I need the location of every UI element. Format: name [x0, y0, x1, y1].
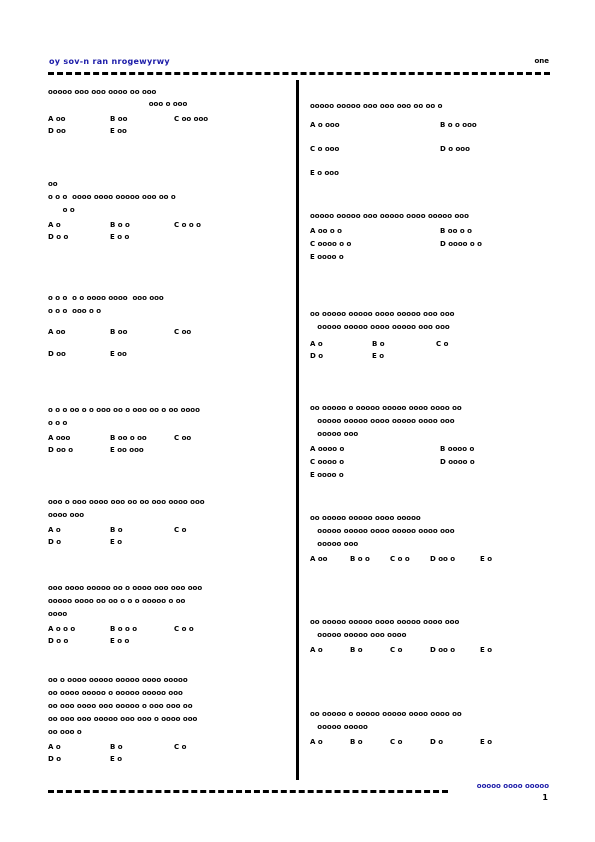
option-c[interactable]: C oooo o [310, 458, 345, 466]
option-d[interactable]: D o [48, 755, 62, 763]
question-right-6 [310, 616, 550, 659]
option-e[interactable]: E oooo o [310, 471, 344, 479]
option-e[interactable]: E o [480, 555, 493, 563]
option-b[interactable]: B o o ooo [440, 121, 477, 129]
question-stem: ooo o ooo oooo ooo oo oo ooo oooo ooo [48, 498, 205, 506]
question-stem: oo [48, 180, 58, 188]
question-left-3 [48, 292, 288, 361]
option-a[interactable]: A oo [48, 328, 66, 336]
option-d[interactable]: D o o [48, 233, 69, 241]
option-a[interactable]: A oo [310, 555, 328, 563]
option-e[interactable]: E oooo o [310, 253, 344, 261]
option-b[interactable]: B o [350, 646, 363, 654]
question-stem: ooooo ooooo oooo ooooo oooo ooo [310, 527, 455, 535]
option-d[interactable]: D oo [48, 127, 66, 135]
option-a[interactable]: A o o o [48, 625, 76, 633]
option-b[interactable]: B o [110, 526, 123, 534]
question-stem: ooooo ooooo oooo ooooo oooo ooo [310, 417, 455, 425]
question-stem: o o o oo o o ooo oo o ooo oo o oo oooo [48, 406, 200, 414]
option-b[interactable]: B oo o oo [110, 434, 147, 442]
header-tag: one [534, 57, 549, 65]
question-stem: o o [48, 206, 75, 214]
question-stem: o o o [48, 419, 68, 427]
question-stem: ooooo ooo ooo oooo oo ooo [48, 88, 157, 96]
option-d[interactable]: D o [430, 738, 444, 746]
question-stem: oo ooo oooo ooo ooooo o ooo ooo oo [48, 702, 193, 710]
option-e[interactable]: E oo [110, 127, 127, 135]
option-b[interactable]: B oo [110, 328, 128, 336]
question-right-7 [310, 708, 550, 751]
option-e[interactable]: E oo [110, 350, 127, 358]
question-left-5 [48, 496, 288, 549]
question-formula: ooo o ooo [148, 100, 188, 108]
option-a[interactable]: A o [48, 743, 61, 751]
question-right-2 [310, 210, 550, 266]
option-b[interactable]: B oo [110, 115, 128, 123]
question-stem: oooo ooo [48, 511, 85, 519]
question-stem: oo ooooo o ooooo ooooo oooo oooo oo [310, 404, 462, 412]
option-b[interactable]: B oo o o [440, 227, 472, 235]
question-stem: oo ooooo ooooo oooo ooooo [310, 514, 421, 522]
question-stem: ooooo ooooo ooo ooo ooo oo oo o [310, 102, 443, 110]
option-d[interactable]: D o [48, 538, 62, 546]
question-stem: ooooo ooo [310, 540, 359, 548]
question-left-4 [48, 404, 288, 457]
question-left-2 [48, 178, 288, 244]
question-stem: oo ooooo ooooo oooo ooooo oooo ooo [310, 618, 460, 626]
option-b[interactable]: B o o o [110, 625, 138, 633]
option-c[interactable]: C oo [174, 434, 192, 442]
option-c[interactable]: C o [174, 526, 187, 534]
option-e[interactable]: E o ooo [310, 169, 339, 177]
option-c[interactable]: C o [390, 646, 403, 654]
question-right-4 [310, 402, 550, 480]
question-left-6 [48, 582, 288, 648]
option-a[interactable]: A oo [48, 115, 66, 123]
option-a[interactable]: A oo o o [310, 227, 342, 235]
option-d[interactable]: D o [310, 352, 324, 360]
header-rule [48, 72, 550, 75]
option-a[interactable]: A o [48, 526, 61, 534]
question-stem: oo ooo o [48, 728, 82, 736]
option-a[interactable]: A o [310, 738, 323, 746]
option-b[interactable]: B o [110, 743, 123, 751]
option-a[interactable]: A o [310, 340, 323, 348]
question-stem: oo ooooo o ooooo ooooo oooo oooo oo [310, 710, 462, 718]
header-title: oy sov-n ran nrogewyrwy [49, 57, 170, 66]
option-b[interactable]: B o [372, 340, 385, 348]
question-left-7 [48, 674, 288, 766]
option-b[interactable]: B o o [350, 555, 370, 563]
column-divider [296, 80, 299, 780]
option-d[interactable]: D oooo o [440, 458, 475, 466]
option-d[interactable]: D oooo o o [440, 240, 482, 248]
option-a[interactable]: A o [310, 646, 323, 654]
option-c[interactable]: C o [174, 743, 187, 751]
footer-brand[interactable]: ooooo oooo ooooo [476, 782, 549, 790]
question-stem: ooooo ooo [310, 430, 359, 438]
option-d[interactable]: D oo [48, 350, 66, 358]
question-stem: oo ooo ooo ooooo ooo ooo o oooo ooo [48, 715, 198, 723]
option-b[interactable]: B oooo o [440, 445, 475, 453]
question-stem: oo oooo ooooo o ooooo ooooo ooo [48, 689, 183, 697]
option-e[interactable]: E o [110, 538, 123, 546]
question-stem: ooooo ooooo ooo oooo [310, 631, 407, 639]
question-right-3 [310, 308, 550, 361]
option-d[interactable]: D oo o [430, 646, 456, 654]
option-d[interactable]: D oo o [48, 446, 74, 454]
question-stem: ooooo ooooo oooo ooooo ooo ooo [310, 323, 450, 331]
option-c[interactable]: C o [390, 738, 403, 746]
option-e[interactable]: E o o [110, 233, 130, 241]
question-stem: o o o o o oooo oooo ooo ooo [48, 294, 164, 302]
option-c[interactable]: C o [436, 340, 449, 348]
option-c[interactable]: C o o [390, 555, 410, 563]
question-stem: oo o oooo ooooo ooooo oooo ooooo [48, 676, 188, 684]
question-stem: ooooo ooooo [310, 723, 368, 731]
option-c[interactable]: C o ooo [310, 145, 340, 153]
option-e[interactable]: E oo ooo [110, 446, 144, 454]
question-right-5 [310, 512, 550, 568]
question-left-1 [48, 86, 288, 136]
question-stem: o o o ooo o o [48, 307, 102, 315]
option-a[interactable]: A oooo o [310, 445, 345, 453]
option-d[interactable]: D o ooo [440, 145, 470, 153]
question-right-1 [310, 100, 550, 186]
question-stem: ooooo ooooo ooo ooooo oooo ooooo ooo [310, 212, 469, 220]
question-stem: ooo oooo ooooo oo o oooo ooo ooo ooo [48, 584, 203, 592]
option-e[interactable]: E o [110, 755, 123, 763]
option-c[interactable]: C oo ooo [174, 115, 209, 123]
question-stem: oooo [48, 610, 68, 618]
option-b[interactable]: B o o [110, 221, 130, 229]
option-a[interactable]: A o ooo [310, 121, 340, 129]
option-b[interactable]: B o [350, 738, 363, 746]
footer-rule [48, 790, 448, 793]
option-c[interactable]: C o o [174, 625, 194, 633]
option-d[interactable]: D oo o [430, 555, 456, 563]
option-c[interactable]: C oo [174, 328, 192, 336]
question-stem: ooooo oooo oo oo o o o ooooo o oo [48, 597, 186, 605]
option-e[interactable]: E o [372, 352, 385, 360]
option-a[interactable]: A o [48, 221, 61, 229]
question-stem: oo ooooo ooooo oooo ooooo ooo ooo [310, 310, 455, 318]
option-a[interactable]: A ooo [48, 434, 71, 442]
option-e[interactable]: E o o [110, 637, 130, 645]
option-d[interactable]: D o o [48, 637, 69, 645]
option-c[interactable]: C oooo o o [310, 240, 352, 248]
option-e[interactable]: E o [480, 646, 493, 654]
page-number: 1 [542, 793, 548, 802]
option-c[interactable]: C o o o [174, 221, 201, 229]
question-stem: o o o oooo oooo ooooo ooo oo o [48, 193, 176, 201]
option-e[interactable]: E o [480, 738, 493, 746]
